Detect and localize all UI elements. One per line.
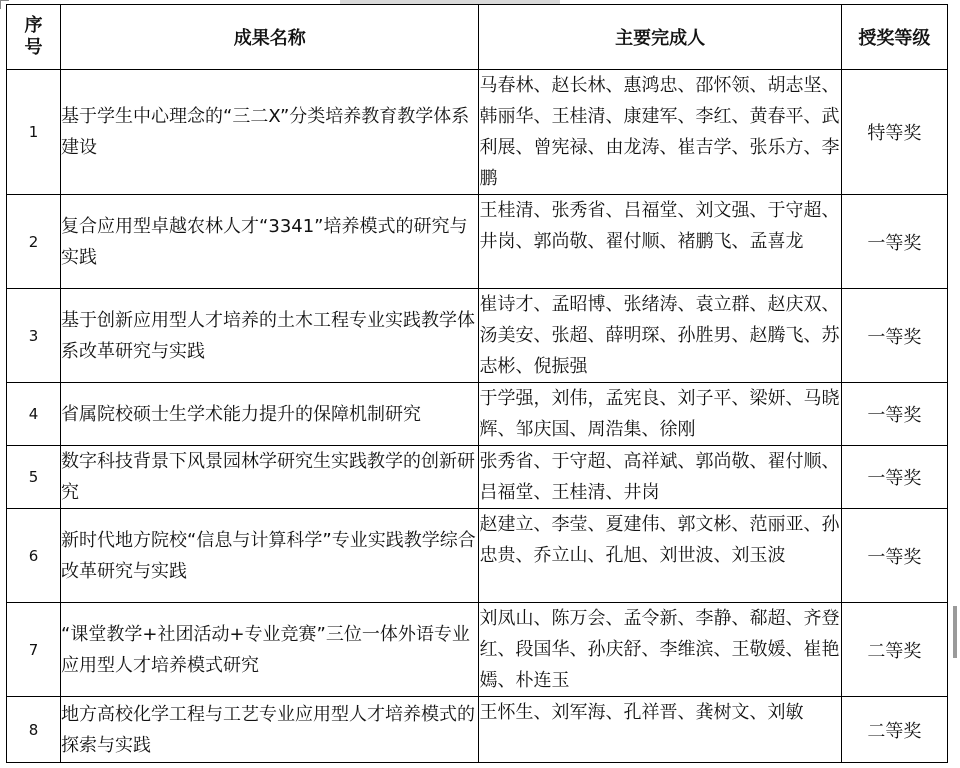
row-number: 5 (7, 446, 61, 509)
completers: 刘凤山、陈万会、孟令新、李静、郗超、齐登红、段国华、孙庆舒、李维滨、王敬媛、崔艳嫣、朴连玉 (479, 603, 841, 697)
scrollbar-marker (953, 606, 957, 658)
table-row (7, 289, 948, 383)
award-level: 一等奖 (841, 383, 947, 446)
row-number: 3 (7, 289, 61, 383)
award-level: 二等奖 (841, 697, 947, 763)
row-number: 6 (7, 509, 61, 603)
header-row (7, 5, 948, 70)
award-level: 一等奖 (841, 509, 947, 603)
table-row (7, 509, 948, 603)
table-row (7, 603, 948, 697)
row-number: 7 (7, 603, 61, 697)
achievement-name: 基于学生中心理念的“三二X”分类培养教育教学体系建设 (61, 70, 479, 195)
row-number: 1 (7, 70, 61, 195)
table-row (7, 383, 948, 446)
table-row (7, 70, 948, 195)
completers: 张秀省、于守超、高祥斌、郭尚敬、翟付顺、吕福堂、王桂清、井岗 (479, 446, 841, 509)
achievement-name: 省属院校硕士生学术能力提升的保障机制研究 (61, 383, 479, 446)
award-level: 一等奖 (841, 195, 947, 289)
header-award-level: 授奖等级 (841, 5, 947, 70)
completers: 马春林、赵长林、惠鸿忠、邵怀领、胡志坚、韩丽华、王桂清、康建军、李红、黄春平、武利展、曾宪禄、由龙涛、崔吉学、张乐方、李鹏 (479, 70, 841, 195)
achievement-name: 复合应用型卓越农林人才“3341”培养模式的研究与实践 (61, 195, 479, 289)
achievement-name: 地方高校化学工程与工艺专业应用型人才培养模式的探索与实践 (61, 697, 479, 763)
table-row (7, 195, 948, 289)
awards-table (6, 4, 948, 763)
completers: 于学强，刘伟，孟宪良、刘子平、梁妍、马晓辉、邹庆国、周浩集、徐刚 (479, 383, 841, 446)
row-number: 8 (7, 697, 61, 763)
completers: 崔诗才、孟昭博、张绪涛、袁立群、赵庆双、汤美安、张超、薛明琛、孙胜男、赵腾飞、苏志彬、倪振强 (479, 289, 841, 383)
header-achievement: 成果名称 (61, 5, 479, 70)
achievement-name: 数字科技背景下风景园林学研究生实践教学的创新研究 (61, 446, 479, 509)
achievement-name: 基于创新应用型人才培养的土木工程专业实践教学体系改革研究与实践 (61, 289, 479, 383)
table-row (7, 697, 948, 763)
achievement-name: “课堂教学+社团活动+专业竞赛”三位一体外语专业应用型人才培养模式研究 (61, 603, 479, 697)
row-number: 2 (7, 195, 61, 289)
award-level: 一等奖 (841, 289, 947, 383)
header-index: 序 号 (7, 5, 61, 70)
completers: 王怀生、刘军海、孔祥晋、龚树文、刘敏 (479, 697, 841, 763)
table-row (7, 446, 948, 509)
header-completers: 主要完成人 (479, 5, 841, 70)
achievement-name: 新时代地方院校“信息与计算科学”专业实践教学综合改革研究与实践 (61, 509, 479, 603)
completers: 王桂清、张秀省、吕福堂、刘文强、于守超、井岗、郭尚敬、翟付顺、褚鹏飞、孟喜龙 (479, 195, 841, 289)
completers: 赵建立、李莹、夏建伟、郭文彬、范丽亚、孙忠贵、乔立山、孔旭、刘世波、刘玉波 (479, 509, 841, 603)
award-level: 特等奖 (841, 70, 947, 195)
row-number: 4 (7, 383, 61, 446)
award-level: 一等奖 (841, 446, 947, 509)
award-level: 二等奖 (841, 603, 947, 697)
